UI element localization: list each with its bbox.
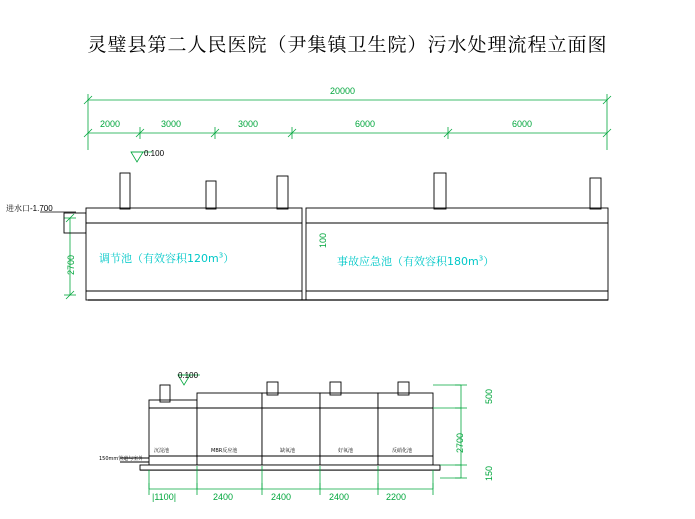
- segment-dim-2: 3000: [161, 119, 182, 129]
- plan-dim-1: |1100|: [152, 492, 177, 502]
- drawing-title: 灵璧县第二人民医院（尹集镇卫生院）污水处理流程立面图: [87, 34, 608, 56]
- cell-label-2: MBR反应池: [211, 448, 238, 454]
- plan-dim-2: 2400: [213, 492, 234, 502]
- inlet-label: 进水口-1.700: [6, 204, 53, 213]
- plan-right-dim-2: 2700: [455, 432, 465, 453]
- tank1-label: 调节池（有效容积$120m^3$）: [99, 251, 235, 265]
- cell-label-5: 反硝化池: [392, 448, 413, 454]
- cell-label-3: 缺氧池: [280, 448, 296, 454]
- elevation-level-mark: 0.100: [144, 149, 165, 158]
- plan-dim-3: 2400: [271, 492, 292, 502]
- plan-level-mark: 0.100: [178, 371, 199, 380]
- plan-right-dim-1: 500: [484, 388, 494, 404]
- pipe-note-label: 150mm管道与室外: [99, 456, 144, 462]
- segment-dim-3: 3000: [238, 119, 259, 129]
- cell-label-4: 好氧池: [338, 448, 354, 454]
- segment-dim-4: 6000: [355, 119, 376, 129]
- wall-dimension-label: 100: [318, 232, 328, 248]
- overall-dimension-label: 20000: [330, 86, 356, 96]
- cell-label-1: 沉淀池: [154, 448, 170, 454]
- segment-dim-5: 6000: [512, 119, 533, 129]
- plan-dim-5: 2200: [386, 492, 407, 502]
- segment-dim-1: 2000: [100, 119, 121, 129]
- tank2-label: 事故应急池（有效容积$180m^3$）: [337, 254, 495, 268]
- depth-dimension-label: 2700: [66, 254, 76, 275]
- plan-dim-4: 2400: [329, 492, 350, 502]
- plan-right-dim-3: 150: [484, 465, 494, 481]
